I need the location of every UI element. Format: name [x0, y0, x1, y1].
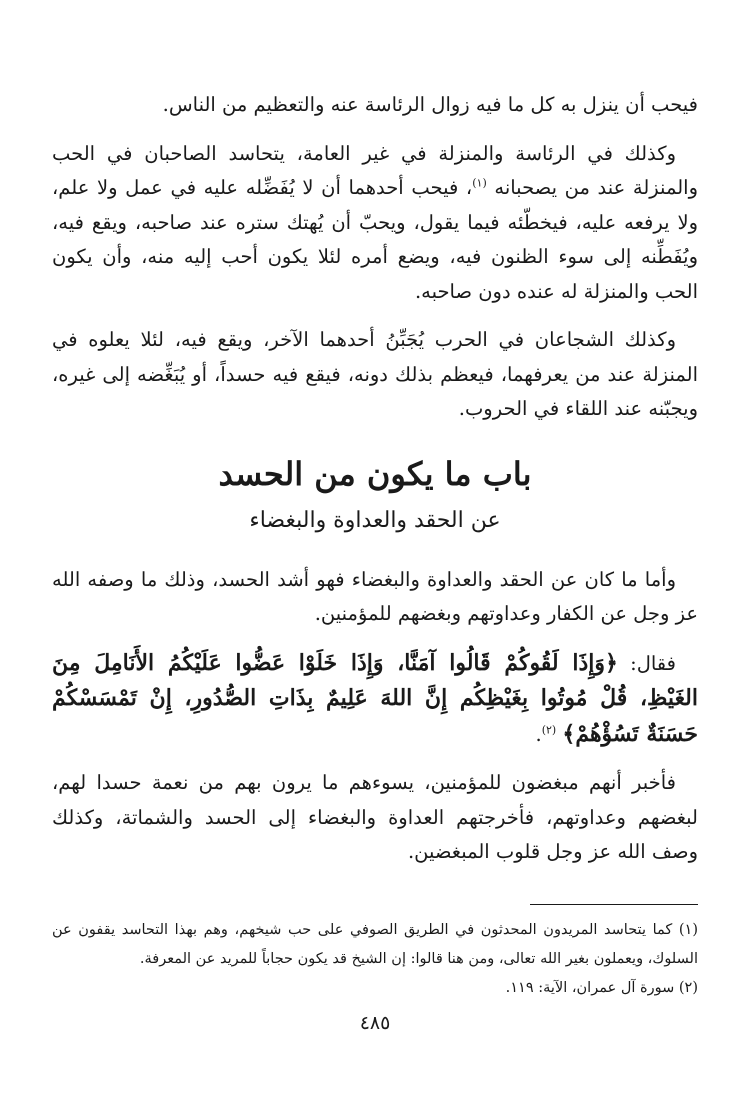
paragraph-6: فأخبر أنهم مبغضون للمؤمنين، يسوءهم ما يرون بهم من نعمة حسدا لهم، لبغضهم وعداوتهم، فأخرجتهم العداوة والبغضاء إلى الحسد والشماتة، وكذلك وصف الله عز وجل قلوب المبغضين.: [52, 771, 698, 863]
footnote-2: (٢) سورة آل عمران، الآية: ١١٩.: [505, 980, 698, 996]
quran-verse: ﴿وَإِذَا لَقُوكُمْ قَالُوا آمَنَّا، وَإِذَا خَلَوْا عَضُّوا عَلَيْكُمُ الأَنَامِلَ مِنَ الغَيْظِ، قُلْ مُوتُوا بِغَيْظِكُم إِنَّ اللهَ عَلِيمٌ بِذَاتِ الصُّدُورِ، إِنْ تَمْسَسْكُمْ حَسَنَةٌ تَسُؤْهُمْ﴾: [52, 649, 698, 747]
section-heading: باب ما يكون من الحسد: [218, 454, 532, 493]
footnotes: [52, 916, 698, 1003]
paragraph-2-part-1: وكذلك في الرئاسة والمنزلة في غير العامة، يتحاسد الصاحبان في الحب والمنزلة عند من يصحبانه: [52, 141, 698, 199]
page-number: ٤٨٥: [359, 1012, 391, 1034]
paragraph-1: فيحب أن ينزل به كل ما فيه زوال الرئاسة عنه والتعظيم من الناس.: [162, 93, 698, 116]
footnote-1: (١) كما يتحاسد المريدون المحدثون في الطريق الصوفي على حب شيخهم، وهم بهذا التحاسد يقفون عن السلوك، ويعملون بغير الله تعالى، ومن هنا قالوا: إن الشيخ قد يكون حجاباً للمريد عن المعرفة.: [52, 922, 698, 967]
footnote-ref-1: (١): [472, 176, 487, 190]
footnote-divider: [530, 904, 698, 905]
section-subheading: عن الحقد والعداوة والبغضاء: [249, 507, 501, 533]
paragraph-4: وأما ما كان عن الحقد والعداوة والبغضاء فهو أشد الحسد، وذلك ما وصفه الله عز وجل عن الكفار وعداوتهم وبغضهم للمؤمنين.: [52, 567, 698, 625]
footnote-ref-2: (٢): [541, 723, 557, 736]
main-text: [52, 88, 698, 884]
paragraph-5-verse: [52, 646, 698, 753]
verse-end: .: [535, 722, 542, 746]
paragraph-2: [52, 137, 698, 310]
paragraph-3: وكذلك الشجاعان في الحرب يُجَبِّنُ أحدهما الآخر، ويقع فيه، لئلا يعلوه في المنزلة عند من يعرفهما، فيعظم بذلك دونه، فيقع فيه حسداً، أو يُبَغِّضه إلى غيره، ويجبّنه عند اللقاء في الحروب.: [52, 328, 698, 420]
paragraph-2-part-2: ، فيحب أحدهما أن لا يُفَضِّله عليه في عمل ولا علم، ولا يرفعه عليه، فيخطّئه فيما يقول، ويحبّ أن يُهتك ستره عند صاحبه، ويقع فيه، ويُفَطِّنه إلى سوء الظنون فيه، ويضع أمره لئلا يكون أحب إليه منه، وأن يكون الحب والمنزلة له عنده دون صاحبه.: [52, 176, 698, 303]
verse-intro: فقال:: [617, 651, 676, 675]
